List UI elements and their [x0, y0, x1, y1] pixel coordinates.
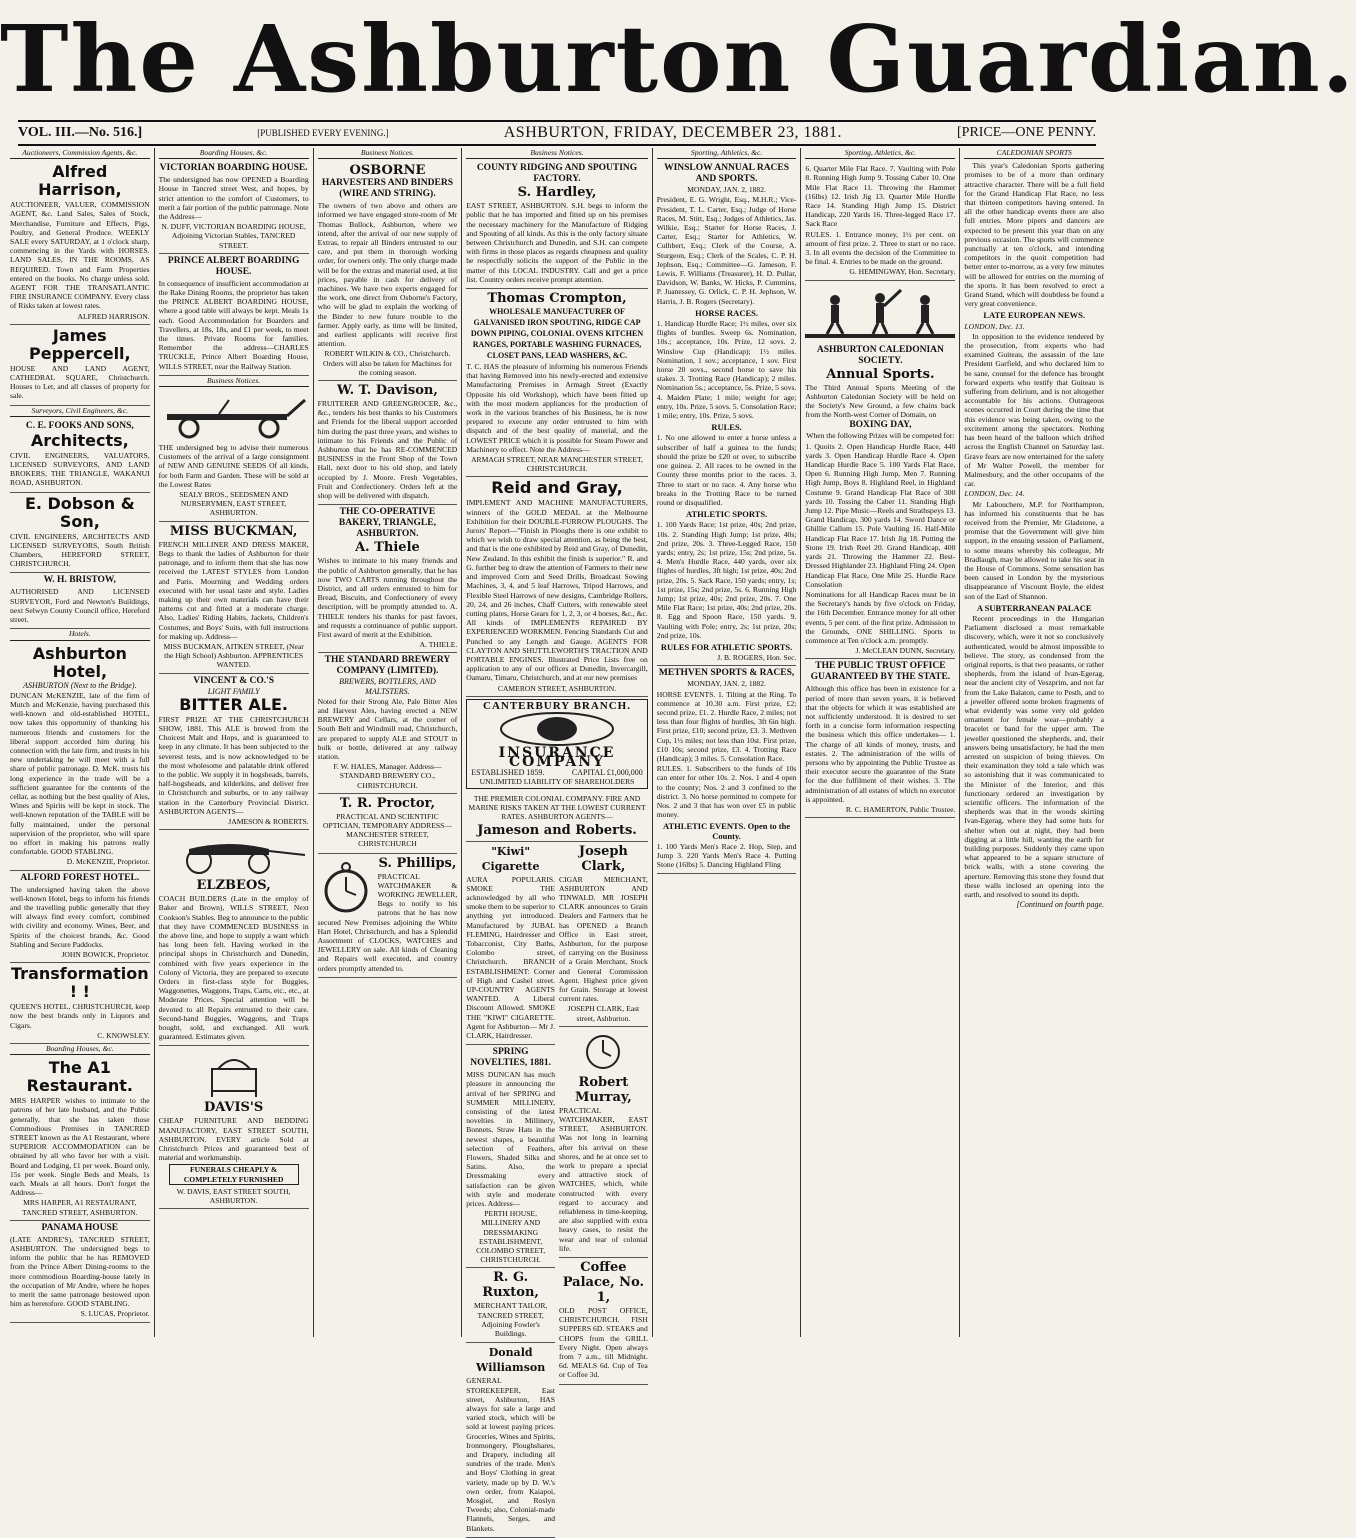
story-heading: LATE EUROPEAN NEWS. — [983, 310, 1086, 321]
advert-title: PRINCE ALBERT BOARDING HOUSE. — [167, 255, 300, 277]
rules-list: 1. No one allowed to enter a horse unless a subscriber of half a guinea to the funds; should the prize be £20 or over, to subscribe one guinea. 2. All races to be owned in the County three months prior to the races. 3. Three to start or no race. 4. Any horse who breaks in the Trotting Race to be turned round or disqualified. — [656, 433, 797, 507]
column-2 — [155, 148, 314, 1337]
advert-body: QUEEN'S HOTEL, CHRISTCHURCH, keep now the best brands only in Liquors and Cigars. — [10, 1002, 150, 1030]
advert-title: PANAMA HOUSE — [41, 1222, 119, 1233]
publication-frequency: [PUBLISHED EVERY EVENING.] — [257, 128, 389, 138]
advert-body: CHEAP FURNITURE AND BEDDING MANUFACTORY, EAST STREET SOUTH, ASHBURTON. EVERY article Sold at Christchurch Prices and guaranteed best of material and workmanship. — [158, 1116, 309, 1163]
advert-insurance — [466, 791, 648, 842]
advert-signature: F. W. HALES, Manager. Address— STANDARD BREWERY CO., CHRISTCHURCH. — [333, 762, 442, 790]
advert-phillips — [318, 854, 458, 978]
advert-agents: Jameson and Roberts. — [477, 822, 637, 838]
section-header: Business Notices. — [159, 376, 309, 387]
advert-name: Thomas Crompton, — [487, 291, 627, 307]
place-date: ASHBURTON, FRIDAY, DECEMBER 23, 1881. — [503, 124, 842, 141]
advert-name: W. H. BRISTOW, — [43, 575, 116, 586]
advert-sub: WHOLESALE MANUFACTURER OF GALVANISED IRON SPOUTING, RIDGE CAP DOWN PIPING, COLONIAL OVENS KITCHEN RANGES, PORTABLE WASHING FURNACES, CLOSET PANS, LEAD WASHERS, &C. — [470, 307, 644, 361]
advert-body: T. C. HAS the pleasure of informing his numerous Friends that having Removed into his newly-erected and extensive Manufacturing Premises in Armagh Street (Exactly Opposite his old Workshop), which have been fitted up with the most modern appliances for the production of work in the various branches of his Business, he is now prepared to execute any order entrusted to him with dispatch and of the best quality of material, and the LOWEST PRICE which it is possible for Steam Power and Machinery to effect. Note the Address— — [466, 362, 648, 454]
column-7 — [960, 148, 1108, 1337]
column-5 — [653, 148, 802, 1337]
advert-title: THE CO-OPERATIVE BAKERY, TRIANGLE, ASHBURTON. — [338, 507, 436, 540]
advert-signature: J. McCLEAN DUNN, Secretary. — [855, 646, 956, 656]
advert-body: PRACTICAL WATCHMAKER, EAST STREET, ASHBURTON. Was not long in learning after his arrival on these shores, and he at once set to work to prepare a special and attractive stock of WATCHES, which, while constructed with every regard to accuracy and reliableness in time-keeping, are also supplied with extra heavy cases, to resist the wear and tear of colonial life. — [559, 1105, 648, 1253]
advert-title: VICTORIAN BOARDING HOUSE. — [159, 163, 308, 174]
advert-signature: C. KNOWSLEY. — [97, 1030, 150, 1040]
section-header: Boarding Houses, &c. — [159, 148, 309, 159]
advert-signature: S. LUCAS, Proprietor. — [80, 1309, 150, 1319]
prize-list: 1. Quoits 2. Open Handicap Hurdle Race, 440 yards 3. Open Handicap Hurdle Race 4. Open Handicap Hurdle Race 5. 100 Yards Flat Race, Open 6. Running High Jump, Men 7. Running High Jump, Boys 8. Highland Reel, in Highland Costume 9. Grand Handicap Flat Race of 300 yards 10. Tossing the Caber 11. Standing High Jump 12. Pipe Music—Reels and Strathspeys 13. Grand Handicap, 300 yards 14. Sword Dance or Ghillie Callum 15. Pole Vaulting 16. Half-Mile Handicap Flat Race 17. Irish Jig 18. Putting the Stone 19. Irish Reel 20. Grand Handicap, 400 yards 21. Throwing the Hammer 22. Best-Dressed Highlander 23. Highland Fling 24. Open Handicap Flat Race, One Mile 25. Hurdle Race Consolation — [805, 441, 956, 589]
advert-body: DUNCAN McKENZIE, late of the firm of Mutch and McKenzie, having purchased this well-known and old-established HOTEL, now takes this opportunity of thanking his numerous friends and customers for the liberal support accorded him during his connection with the late firm, and trusts in his new undertaking he will meet with a full share of public patronage. D. McK. trusts his long experience in the trade will be a sufficient guarantee for the contents of the cellar, as nothing but the best quality of Ales, Wines and Spirits will be kept in stock. The well-known reputation of the TABLE will be fully maintained, under the personal supervision of the proprietor, who will spare no effort in making his patrons really comfortable. GOOD STABLING. — [10, 690, 150, 857]
advert-body: (LATE ANDRE'S), TANCRED STREET, ASHBURTON. The undersigned begs to inform the public that he has REMOVED from the Prince Albert Dining-rooms to the more commodious Boarding-house lately in the occupation of Mr Andre, where he hopes to merit the same patronage bestowed upon him as heretofore. GOOD STABLING. — [10, 1234, 150, 1309]
advert-signature: SEALY BROS., SEEDSMEN AND NURSERYMEN, EAST STREET, ASHBURTON. — [179, 490, 289, 518]
advert-crompton — [466, 289, 648, 477]
advert-queens — [10, 963, 150, 1044]
advert-hardley — [466, 161, 648, 289]
advert-name: BITTER ALE. — [179, 694, 288, 714]
advert-alford-forest — [10, 871, 150, 964]
advert-name: MISS BUCKMAN, — [169, 523, 298, 539]
section-header: Business Notices. — [318, 148, 458, 159]
columns — [6, 148, 1108, 1533]
advert-body: MRS HARPER wishes to intimate to the patrons of her late husband, and the Public generally, that she has taken those Commodious Premises in TANCRED STREET known as the A1 Restaurant, where SUPERIOR ACCOMMODATION can be obtained by all who favor her with a visit. Board and Lodging, £1 per week. Board only, 15s per week. Single Beds and Meals, 1s each. Meals at all hours. Don't forget the Address— — [10, 1096, 150, 1198]
advert-body: FIRST PRIZE AT THE CHRISTCHURCH SHOW, 1881. This ALE is brewed from the Choicest Malt and Hops, and is guaranteed to keep in any climate. It has been subjected to the severest tests, and is now acknowledged to be the most wholesome and palatable drink offered to the public. We supply it in hogsheads, barrels, half-hogsheads, and kilderkins, and deliver free in Christchurch and suburbs, or to any railway station in the Canterbury Provincial District. ASHBURTON AGENTS— — [158, 714, 309, 816]
advert-body: FRUITERER AND GREENGROCER, &c., &c., tenders his best thanks to his Customers and Friends for the liberal support accorded him during the past three years, and wishes to intimate to his Friends and the Public of Ashburton that he has RE-COMMENCED BUSINESS in the Front Shop of the Town Hall, next door to his old shop, and lately occupied by J. Moore. Fresh Vegetables, Fruit and Confectionery. Orders left at the shop will be delivered with dispatch. — [317, 399, 458, 501]
liability-note: UNLIMITED LIABILITY OF SHAREHOLDERS — [479, 776, 635, 786]
event-list: HORSE EVENTS. 1. Tilting at the Ring. To commence at 10.30 a.m. First prize, £2; second prize, £1. 2. Hurdle Race, 2 miles; not less than four flights of hurdles, 3ft 6in high. First prize, £10; second prize, £3. 3. Methven Cup, 1½ miles; not less than 10st. First prize, £10 10s; second prize, £3. 4. Trotting Race (Handicap); 3 miles. 5. Consolation Race. — [656, 689, 797, 763]
insurance-banner — [466, 699, 648, 789]
subheading: ATHLETIC EVENTS. Open to the County. — [663, 821, 791, 841]
advert-name: E. Dobson & Son, — [24, 493, 135, 531]
advert-body: FRENCH MILLINER AND DRESS MAKER, Begs to thank the ladies of Ashburton for their patronage, and to inform them that she has now received the LATEST STYLES from London and Paris. Mourning and Wedding orders executed with her usual taste and style. Ladies making up their own materials can have their patterns cut and fitted at a moderate charge. Also, Ladies' Riding Habits, Jackets, Children's Costumes, and Boys' Suits, with full instructions for making up. Address— — [158, 539, 309, 641]
advert-signature: JOHN BOWICK, Proprietor. — [61, 949, 150, 959]
advert-bristow — [10, 573, 150, 629]
advert-signature: G. HEMINGWAY, Hon. Secretary. — [849, 267, 956, 277]
advert-signature: CAMERON STREET, ASHBURTON. — [497, 683, 617, 693]
advert-name: DAVIS'S — [203, 1100, 264, 1116]
advert-signature: J. B. ROGERS, Hon. Sec. — [717, 653, 797, 663]
advert-title: THE PUBLIC TRUST OFFICE GUARANTEED BY THE STATE. — [810, 661, 951, 683]
section-header: CALEDONIAN SPORTS — [964, 148, 1104, 159]
advert-signature: MISS BUCKMAN, AITKEN STREET, (Near the High School) Ashburton. APPRENTICES WANTED. — [163, 641, 304, 670]
advert-caledonian — [805, 281, 955, 660]
established-year: ESTABLISHED 1859. — [471, 767, 545, 777]
advert-body: AURA POPULARIS. SMOKE THE acknowledged by all who smoke them to be superior to anything yet introduced. Manufactured by JUBAL FLEMING, Hairdresser and Tobacconist, City Baths, Colombo street, Christchurch. BRANCH ESTABLISHMENT: Corner of High and Cashel street. UP-COUNTRY AGENTS WANTED. A Liberal Discount Allowed. SMOKE THE "KIWI" CIGARETTE. Agent for Ashburton— Mr J. CLARK, Hairdresser. — [466, 874, 556, 1041]
advert-sub: HARVESTERS AND BINDERS (WIRE AND STRING). — [321, 178, 453, 200]
dateline — [18, 124, 1096, 142]
section-header: Hotels. — [10, 629, 150, 640]
advert-address: MRS HARPER, A1 RESTAURANT, TANCRED STREET, ASHBURTON. — [22, 1198, 138, 1217]
advert-reid-gray — [466, 477, 648, 696]
advert-signature: D. McKENZIE, Proprietor. — [66, 857, 150, 867]
story-paragraph: Recent proceedings in the Hungarian Parliament disclosed a most remarkable discovery, which, were it not so conclusively authenticated, would be almost impossible to believe. The story, as condensed from the original reports, is that two peasants, or rather shepherds, from the island of Ivan-Egerag, near the ancient city of Veszprim, and not far from the Lake Balaton, came to Pesth, and to a jeweller offered some broken fragments of what evidently was some very old golden ornament for female wear—probably a bracelet or band for the upper arm. The jeweller questioned the shepherds, and, their answers being unsatisfactory, he had the men arrested on suspicion of being thieves. On their examination they told a tale which was so astonishing that it was communicated to the Minister of the Interior, and this functionary ordered an investigation by scientific officers. The information of the shepherds was that in the woods skirting Ivan-Egerag, where they had some huts for shelter when out at night, they had been digging at a little hill, wanting the earth for building purposes. Suddenly they came upon what appeared to be a square structure of brick walls, with a stone covering the aperture. Removing this stone they found that these walls inclosed an opening into the earth, and resolved to sound its depth. — [964, 613, 1105, 900]
masthead-title: The Ashburton Guardian. — [0, 5, 1356, 113]
advert-body: PRACTICAL AND SCIENTIFIC OPTICIAN, TEMPORARY ADDRESS— MANCHESTER STREET, CHRISTCHURCH — [322, 811, 452, 849]
advert-title: WINSLOW ANNUAL RACES AND SPORTS. — [664, 163, 790, 185]
advert-a1-restaurant — [10, 1057, 150, 1221]
advert-name: Architects, — [30, 430, 129, 450]
advert-body: In consequence of insufficient accommodation at the Rake Dining Rooms, the proprietor has taken the PRINCE ALBERT BOARDING HOUSE, where a good table will always be kept. Meals 1s each. Good Accommodation for Boarders and Travellers, at 18s, 18s, and £1 per week, to meet the times. Private Rooms for families. Remember the address—CHARLES TRUCKLE, Prince Albert Boarding House, WILLS STREET, near the Railway Station. — [158, 278, 309, 371]
advert-sub: BREWERS, BOTTLERS, AND MALTSTERS. — [339, 677, 436, 696]
advert-body: GENERAL STOREKEEPER, East street, Ashburton, HAS always for sale a large and varied stock, which will be sold at lowest paying prices. Groceries, Wines and Spirits, Ironmongery, Ploughshares, and Drapery, including all sundries of the trade. Men's and Boys' Clothing in great variety, made up by D. W.'s own order, from Kaiapoi, Mosgiel, and Roslyn Tweeds; also, Colonial-made Flannels, Serges, and Blankets. — [466, 1376, 556, 1533]
advert-box: FUNERALS CHEAPLY & COMPLETELY FURNISHED — [169, 1164, 299, 1184]
advert-davison — [318, 381, 458, 505]
advert-body: MISS DUNCAN has much pleasure in announcing the arrival of her SPRING and SUMMER MILLINERY, consisting of the latest novelties in Millinery, Bonnets, Straw Hats in the newest shapes, a beautiful selection of Feathers, Flowers, Shaded Silks and Satins. Also, the Dressmaking every satisfaction can be given with style and moderate prices. Address— — [466, 1070, 556, 1209]
advert-title: METHVEN SPORTS & RACES, — [658, 668, 795, 679]
advert-events-continued — [805, 161, 955, 280]
advert-williamson — [466, 1343, 555, 1537]
section-header: Auctioneers, Commission Agents, &c. — [10, 148, 150, 159]
rules-list: RULES. 1. Entrance money, 1½ per cent. on amount of first prize. 2. Three to start or no race. 3. In all events the decision of the Committee to be final. 4. Entries to be made on the ground. — [805, 229, 956, 267]
advert-title: OSBORNE — [349, 163, 426, 179]
advert-body: President, E. G. Wright, Esq., M.H.R.; Vice-President, T. L. Carter, Esq.; Judge of Horse Races, M. Stitt, Esq.; Judges of Athletics, Jas. Wilkie, Esq.; Starter for Horse Races, J. Carter, Esq.; Starter for Athletics, W. Culhbert, Esq.; Clerk of the Course, A. Sturgeon, Esq.; Clerk of the Scales, C. P. H. Jephson, Esq.; Committee—G. Jameson, F. Lewis, F. Williams (Treasurer), H. D. Pullar, Davidson, W. Banks, W. Hicks, P. Cummins, P. Juanessey, G. Orlick, C. P. H. Jephson, W. Harris, J. B. Rogers (Secretary). — [656, 195, 797, 306]
highland-games-illustration-icon — [805, 286, 955, 342]
advert-signature: ARMAGH STREET, NEAR MANCHESTER STREET, CHRISTCHURCH. — [471, 455, 643, 474]
advert-name: T. R. Proctor, — [339, 795, 436, 811]
advert-sub: LIGHT FAMILY — [207, 686, 260, 696]
advert-fooks — [10, 419, 150, 493]
advert-body: AUTHORISED AND LICENSED SURVEYOR, Ford and Newton's Buildings, next Selwyn County Council office, Hereford street. — [10, 587, 150, 625]
column-1 — [6, 148, 155, 1337]
volume-number: VOL. III.—No. 516.] — [18, 125, 143, 140]
continued-note: [Continued on fourth page. — [1016, 900, 1105, 910]
bed-illustration-icon — [204, 1051, 264, 1097]
advert-name: S. Phillips, — [378, 855, 457, 871]
advert-name: "Kiwi" Cigarette — [481, 844, 540, 873]
advert-elzbee — [159, 830, 309, 1046]
advert-vincent — [159, 674, 309, 831]
advert-harrison — [10, 161, 150, 325]
advert-body: The owners of two above and others are informed we have engaged store-room of Mr Thomas Bullock, Ashburton, where we intend, after the arrival of our new supply of Extras, to repair all Binders entrusted to our care, and put them in thorough working order, for owners only. The only charge made will be for the extras and material used, at list prices, payable in cash for delivery of machines. We have two experts engaged for the work, one direct from Osborne's Factory, who will be glad to explain the working of the Binder to new future trouble to the farmer. Apply early, as time will be limited, and earliest applicants will receive first attention. — [317, 201, 458, 349]
advert-title: C. E. FOOKS AND SONS, — [25, 420, 134, 431]
advert-signature: ROBERT WILKIN & CO., Christchurch. Orders will also be taken for Machines for the coming season. — [323, 349, 452, 377]
banner-title: CANTERBURY BRANCH. — [483, 699, 631, 712]
insurance-seal-icon — [497, 711, 617, 747]
column-6 — [801, 148, 960, 1337]
advert-title: VINCENT & CO.'S — [193, 675, 275, 686]
advert-signature: A. THIELE. — [419, 640, 458, 650]
advert-body: THE PREMIER COLONIAL COMPANY. FIRE AND MARINE RISKS TAKEN AT THE LOWEST CURRENT RATES. ASHBURTON AGENTS— — [468, 793, 646, 822]
subheading: ATHLETIC SPORTS. — [685, 509, 768, 520]
advert-signature: PERTH HOUSE, MILLINERY AND DRESSMAKING ESTABLISHMENT, COLOMBO STREET, CHRISTCHURCH. — [476, 1209, 546, 1265]
advert-body: AUCTIONEER, VALUER, COMMISSION AGENT, &c. Land Sales, Sales of Stock, Merchandise, Furniture and Effects, Pigs, Poultry, and General Produce. WEEKLY SALE every SATURDAY, at 1 o'clock sharp, commencing in the Yards with HORSES. LAND SALES, IN THE ROOMS, AS REQUIRED. Town and Farm Properties entered on the books. No charge unless sold. AGENT FOR THE TRANSATLANTIC FIRE INSURANCE COMPANY. Every class of Risks taken at lowest rates. — [10, 200, 150, 311]
advert-ruxton — [466, 1268, 555, 1343]
masthead-rule — [18, 120, 1096, 122]
advert-body: The undersigned having taken the above well-known Hotel, begs to inform his friends and the travelling public generally that they will always find every comfort, combined with civility and economy. Wines, Beer, and Spirits of the choicest brands, &c. Good Stabling and Secure Paddocks. — [10, 884, 150, 949]
advert-signature: N. DUFF, VICTORIAN BOARDING HOUSE, Adjoining Victorian Stables, TANCRED STREET. — [161, 222, 306, 250]
advert-title: ASHBURTON CALEDONIAN SOCIETY. — [816, 344, 944, 366]
advert-body: COACH BUILDERS (Late in the employ of Baker and Brown), WILLS STREET, Next Cookson's Stables. Beg to announce to the public that they have COMMENCED BUSINESS in the above line, and hope to supply a want which has long been felt. Having worked in the principal shops in Christchurch and Dunedin, combined with five years experience in the Colony of Victoria, they are prepared to execute Orders in first-class style for Buggies, Waggonettes, Waggons, Traps, Carts, etc., etc., at Moderate Prices. Special attention will be devoted to all Repairs entrusted to their care. Second-hand Buggies, Waggons, and Traps bought, sold, and exchanged. All work guaranteed. Estimates given. — [158, 894, 309, 1042]
advert-date: MONDAY, JAN. 2, 1882. — [687, 185, 766, 195]
event-list: 1. 100 Yards Race; 1st prize, 40s; 2nd prize, 10s. 2. Standing High Jump; 1st prize, 40s; 2nd prize, 20s. 3. Three-Legged Race, 150 yards; entry, 2s; 1st prize, 15s; 2nd prize, 5s. 4. Men's Hurdle Race, 440 yards, over six flights of hurdles, 3ft high; 1st prize, 40s; 2nd prize, 20s. 5. Sack Race, 150 yards; entry, 1s; 1st prize, 15s; 2nd prize, 5s. 6. Running High Jump; 1st prize, 40s; 2nd prize, 20s. 7. One Mile Flat Race; 1st prize, 40s; 2nd prize, 20s. 8. Egg and Spoon Race, 150 yards. 9. Vaulting with Pole; entry, 2s; 1st prize, 20s; 2nd prize, 10s. — [656, 520, 797, 640]
right-adverts — [559, 842, 648, 1538]
advert-title: COUNTY RIDGING AND SPOUTING FACTORY. — [476, 163, 638, 185]
advert-spring — [466, 1045, 555, 1268]
advert-body: THE undersigned beg to advise their numerous Customers of the arrival of a large consignment of NEW AND GENUINE SEEDS Of all kinds, for both Farm and Garden. These will be sold at the Lowest Rates — [158, 443, 309, 489]
advert-murray — [559, 1027, 648, 1258]
advert-rules: Nominations for all Handicap Races must be in the Secretary's hands by five o'clock on Friday, the 16th December. Entrance money for all other events, 5 per cent. of the first prize. Admission to the Grounds, ONE SHILLING. Sports to commence at Ten o'clock a.m. promptly. — [805, 589, 956, 645]
advert-signature: JAMESON & ROBERTS. — [228, 816, 309, 826]
advert-signature: ALFRED HARRISON. — [77, 311, 150, 321]
story-paragraph: Mr Labouchere, M.P. for Northampton, has informed his constituents that he has received from the Premier, Mr Gladstone, a promise that the Government will give him support, in the ensuing session of Parliament, to some means whereby his colleague, Mr Bradlaugh, may be allowed to take his seat in the House of Commons. Some sensation has been caused in London by the mysterious disappearance of Viscount Boyle, the eldest son of the Earl of Shannon. — [964, 499, 1105, 601]
story-heading: A SUBTERRANEAN PALACE — [976, 602, 1092, 613]
advert-public-trust — [805, 659, 955, 818]
advert-body: Wishes to intimate to his many friends and the public of Ashburton generally, that he has now TWO CARTS running throughout the District, and all orders entrusted to him for Bread, Biscuits, and Confectionery of every description, will be promptly attended to. A. THIELE tenders his thanks for past favors, and requests a continuance of public support. First award of merit at the Exhibition. — [317, 556, 458, 639]
advert-name: ELZBEOS, — [196, 878, 271, 894]
advert-coffee-palace — [559, 1258, 648, 1385]
story-dateline: LONDON, Dec. 14. — [964, 489, 1025, 499]
advert-body: OLD POST OFFICE, CHRISTCHURCH. FISH SUPPERS 6D. STEAKS and CHOPS from the GRILL Every Night. Open always from 7 a.m., till Midnight. 6d. MEALS 6d. Cup of Tea or Coffee 3d. — [559, 1306, 648, 1380]
advert-victorian — [159, 161, 309, 254]
advert-body: PRACTICAL WATCHMAKER & WORKING JEWELLER, Begs to notify to his patrons that he has now secured New Premises adjoining the White Hart Hotel, Christchurch, and has a Splendid Assortment of CLOCKS, WATCHES and JEWELLERY on sale. All kinds of Cleaning and Repairs well executed, and country orders promptly attended to. — [317, 871, 458, 973]
advert-body: IMPLEMENT AND MACHINE MANUFACTURERS, winners of the GOLD MEDAL at the Melbourne Exhibition for their DOUBLE-FURROW PLOUGHS. The Jurors' Report—"Finish in Ploughs there is one exhibit to which we wish to draw special attention, as being the best, and that is the one exhibited by Reid and Gray, of Dunedin, New Zealand. In this exhibit the finish is superior." R. and G. further beg to draw the attention of Farmers to their new and improved Corn and Seed Drills, Broadcast Sowing Machines, 3, 4, and 5 leaf Harrows, Tripod Harrows, and Flexible Steel Harrows of new designs, Cambridge Rollers, 20, 24, and 26 inches, Chaff Cutters, with renewable steel cutting plates, Horse Gears for 1, 2, 3, or 4 horses, &c., &c. All kinds of IMPLEMENTS REPAIRED BY EXPERIENCED WORKMEN. Fencing Standards Cut and Punched to any Length and Gauge. AGENTS FOR CLAYTON AND SHUTTLEWORTH'S TRACTION AND PORTABLE ENGINES. Illustrated Price Lists free on application to any of our offices at Dunedin, Invercargill, Oamaru, Timaru, Christchurch, and at our new premises — [466, 498, 648, 683]
advert-body: CIVIL ENGINEERS, VALUATORS, LICENSED SURVEYORS, AND LAND BROKERS, THE TRIANGLE, WAKANUI ROAD, ASHBURTON. — [10, 450, 150, 488]
story-paragraph: This year's Caledonian Sports gathering promises to be of a more than ordinary attractive character. There will be a full field for the Grand Handicap Flat Race, no less that thirteen competitors having entered. In all the other handicap events there are also full entries. More pipers and dancers are expected to be present this year than on any previous occasion. The sports will commence punctually at ten o'clock, and intending competitors in the quoit competition had better enter to-morrow, as a very few minutes will be allowed for entries on the morning of the sports. It has been resolved to erect a Grand Stand, which will doubtless be found a very great convenience. — [964, 161, 1105, 309]
advert-signature: JOSEPH CLARK, East street, Ashburton. — [567, 1004, 640, 1023]
event-list: 1. 100 Yards Men's Race 2. Hop, Step, and Jump 3. 220 Yards Men's Race 4. Putting Stone (16lbs) 5. Dancing Highland Fling — [656, 841, 797, 870]
advert-standard-brewery — [318, 653, 458, 793]
advert-body: CIGAR MERCHANT, ASHBURTON AND TINWALD. MR JOSEPH CLARK announces to Grain Dealers and Farmers that he has OPENED a Branch Office in East street, Ashburton, for the purpose of carrying on the Business of a Grain Merchant, Stock and General Commission Agent. Highest price given for Grain. Storage at lowest current rates. — [559, 874, 648, 1004]
rules-list: RULES. 1. Subscribers to the funds of 10s can enter for other 10s. 2. Nos. 1 and 4 open to the county; Nos. 2 and 3 confined to the district. 3. No horse permitted to compete for Nos. 2 and 3 that has won over £5 in public money. — [656, 764, 797, 820]
advert-name: Coffee Palace, No. 1, — [562, 1260, 645, 1306]
advert-body: The undersigned has now OPENED a Boarding House in Tancred street West, and hopes, by strict attention to the comfort of Customers, to merit a fair portion of the public patronage. Note the Address— — [158, 175, 309, 222]
price: [PRICE—ONE PENNY. — [957, 125, 1096, 140]
advert-clark — [559, 842, 648, 1027]
advert-buckman — [159, 522, 309, 674]
advert-name: James Peppercell, — [29, 325, 131, 363]
left-adverts — [466, 842, 555, 1538]
advert-body: CIVIL ENGINEERS, ARCHITECTS AND LICENSED SURVEYORS, South British Chambers, HEREFORD STREET, CHRISTCHURCH. — [10, 531, 150, 569]
advert-prince-albert — [159, 254, 309, 376]
section-header: Surveyors, Civil Engineers, &c. — [10, 406, 150, 417]
advert-davis — [159, 1046, 309, 1209]
advert-name: W. T. Davison, — [337, 383, 438, 399]
advert-signature: W. DAVIS, EAST STREET SOUTH, ASHBURTON. — [176, 1186, 291, 1206]
event-list: 6. Quarter Mile Flat Race. 7. Vaulting with Pole 8. Running High Jump 9. Tossing Caber 10. One Mile Flat Race 11. Throwing the Hammer (16lbs) 12. Irish Jig 13. Quarter Mile Hurdle Race 14. Standing High Jump 15. District Handicap, 220 Yards 16. Three-legged Race 17. Sack Race — [805, 164, 956, 229]
column-4 — [462, 148, 653, 1533]
buggy-illustration-icon — [159, 835, 309, 875]
advert-title: SPRING NOVELTIES, 1881. — [470, 1047, 551, 1069]
advert-name: S. Hardley, — [517, 185, 597, 201]
advert-sub: ASHBURTON (Next to the Bridge). — [23, 680, 137, 690]
subheading: RULES. — [711, 422, 742, 433]
advert-body: HOUSE AND LAND AGENT, CATHEDRAL SQUARE, Christchurch. Houses to Let, and all classes of property for sale. — [10, 363, 150, 401]
advert-name: Alfred Harrison, — [38, 162, 122, 200]
plough-illustration-icon — [159, 394, 309, 440]
event-list: 1. Handicap Hurdle Race; 1½ miles, over six flights of hurdles. Sweep 6s. Nomination, 10s.; acceptance, 10s. Prize, 12 sovs. 2. Winslow Cup (Handicap); 1½ miles. Nomination, 1 sov.; acceptance, 1 sov. First horse 20 sovs., second horse to save his stakes. 3. Trotting Race (Handicap); 2 miles. Nomination 5s.; acceptance, 5s. Prize, 5 sovs. 4. Maiden Plate; 1 mile; weight for age; entry, 10s. Prize, 5 sovs. 5. Consolation Race; 1 mile; entry, 10s. Prize, 5 sovs. — [656, 319, 797, 421]
dateline-rule — [18, 144, 1096, 146]
capital-amount: CAPITAL £1,000,000 — [571, 767, 643, 777]
subheading: HORSE RACES. — [695, 307, 758, 318]
advert-dobson — [10, 493, 150, 574]
advert-body: The Third Annual Sports Meeting of the Ashburton Caledonian Society will be held on the Society's New Ground, a few chains back from the North-west Corner of Domain, on — [805, 382, 956, 420]
advert-day: BOXING DAY, — [849, 420, 912, 431]
advert-name: R. G. Ruxton, — [482, 1270, 539, 1301]
advert-body: Although this office has been in existence for a period of more than seven years, it is believed that the objects for which it was established are not sufficiently understood. It is desired to set forth in a concise form information respecting the business which this office undertakes— 1. The charge of all kinds of money, trusts, and estates. 2. The administration of the wills of persons who by appointing the Public Trustee as their executor secure the guarantee of the State for the due fulfilment of their wishes. 3. The administration of all estates of which no executor is appointed. — [805, 684, 956, 804]
advert-thiele — [318, 505, 458, 653]
advert-body: MERCHANT TAILOR, TANCRED STREET, Adjoining Fowler's Buildings. — [473, 1301, 548, 1339]
advert-body: Noted for their Strong Ale, Pale Bitter Ales and Harvest Ales, having erected a NEW BREWERY and Cellars, at the corner of South Belt and Windmill road, Christchurch, are prepared to supply ALE and STOUT in bulk or bottle, delivered at any railway station. — [317, 696, 458, 761]
advert-peppercell — [10, 325, 150, 406]
advert-name: A. Thiele — [355, 540, 420, 556]
section-header: Sporting, Athletics, &c. — [657, 148, 797, 159]
advert-methven — [657, 666, 797, 874]
section-header: Boarding Houses, &c. — [10, 1044, 150, 1055]
pocket-watch-icon — [318, 859, 374, 915]
advert-name: The A1 Restaurant. — [26, 1058, 133, 1096]
advert-sealy — [159, 389, 309, 522]
advert-name: Annual Sports. — [826, 366, 935, 382]
advert-body: EAST STREET, ASHBURTON. S.H. begs to inform the public that he has imported and fitted up on his premises the necessary machinery for the Manufacture of Ridging and Spouting of all kinds. As this is the only factory situate between Christchurch and Dunedin, and S.H. can compete with firms in those places as regards cheapness and quality he respectfully solicits the support of the Public in the matter of this LOCAL INDUSTRY. Call and get a price list. Country orders receive prompt attention. — [466, 201, 648, 284]
advert-name: Joseph Clark, — [578, 843, 628, 874]
column-3 — [314, 148, 463, 1337]
advert-name: Robert Murray, — [574, 1074, 632, 1105]
subheading: RULES FOR ATHLETIC SPORTS. — [660, 641, 793, 652]
advert-winslow — [657, 161, 797, 666]
advert-name: Donald Williamson — [476, 1346, 546, 1375]
banner-company: INSURANCE COMPANY — [498, 745, 616, 771]
advert-panama — [10, 1221, 150, 1323]
advert-signature: R. C. HAMERTON, Public Trustee. — [845, 804, 956, 814]
advert-when: When the following Prizes will be competed for: — [806, 431, 955, 441]
story-dateline: LONDON, Dec. 13. — [964, 321, 1025, 331]
story-paragraph: In opposition to the evidence tendered by the prosecution, from experts who had examined Guiteau, the assassin of the late President Garfield, and who declared him to be sane, counsel for the defence has brought forward experts who testify that Guiteau is suffering from delirium, and is not altogether accountable for his actions. Outrageous scenes occurred in Court during the time that this evidence was being taken, owing to the excitement among the spectators. Nothing has been heard of the balloon which drifted across the English Channel on Saturday last. Grave fears are now entertained for the safety of Mr Walter Powell, the member for Malmesbury, and the other occupants of the car. — [964, 331, 1105, 489]
advert-name: Ashburton Hotel, — [32, 643, 127, 681]
advert-kiwi — [466, 842, 555, 1046]
section-header: Business Notices. — [466, 148, 648, 159]
advert-title: ALFORD FOREST HOTEL. — [20, 872, 140, 883]
advert-osborne — [318, 161, 458, 381]
clock-icon — [583, 1032, 623, 1072]
section-header: Sporting, Athletics, &c. — [805, 148, 955, 159]
two-up-adverts — [466, 842, 648, 1538]
advert-proctor — [318, 794, 458, 854]
advert-date: MONDAY, JAN. 2, 1882. — [687, 679, 766, 689]
advert-name: Transformation ! ! — [11, 964, 149, 1002]
advert-name: Reid and Gray, — [491, 478, 623, 498]
advert-title: THE STANDARD BREWERY COMPANY (LIMITED). — [324, 655, 451, 677]
advert-ashburton-hotel — [10, 643, 150, 871]
